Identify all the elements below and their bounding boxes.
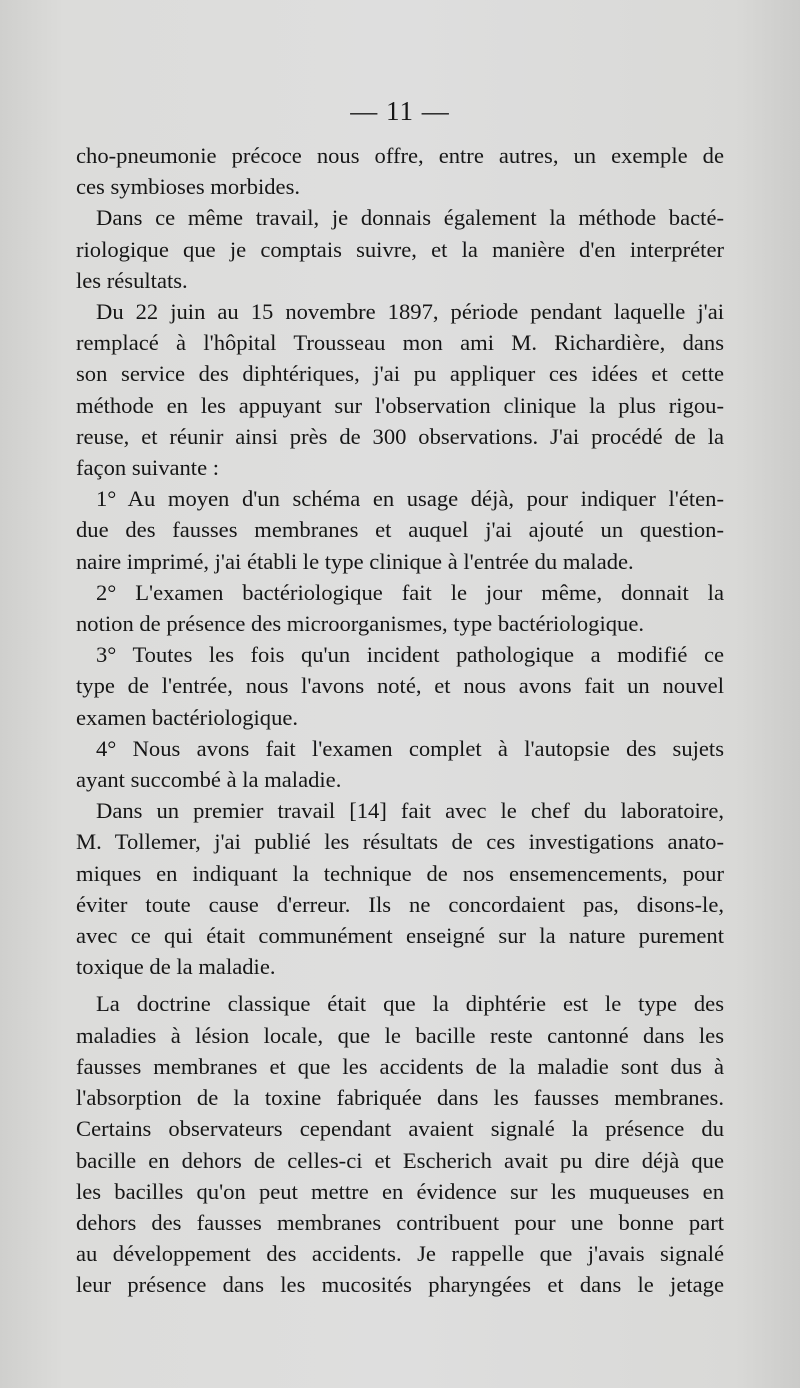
text-line: les résultats. [76, 267, 188, 293]
text-line: 3° Toutes les fois qu'un incident pathologique a modifié ce [96, 642, 724, 668]
text-line: méthode en les appuyant sur l'observation clinique la plus rigou- [76, 392, 724, 418]
text-line: reuse, et réunir ainsi près de 300 observations. J'ai procédé de la [76, 423, 724, 449]
paragraph [76, 988, 724, 1300]
paragraph [76, 795, 724, 982]
text-line: riologique que je comptais suivre, et la manière d'en interpréter [76, 236, 724, 262]
text-line: remplacé à l'hôpital Trousseau mon ami M. Richardière, dans [76, 330, 724, 356]
text-line: au développement des accidents. Je rappelle que j'avais signalé [76, 1241, 724, 1267]
text-line: cho-pneumonie précoce nous offre, entre autres, un exemple de [76, 143, 724, 168]
text-line: fausses membranes et que les accidents de la maladie sont dus à [76, 1053, 724, 1079]
paragraph [76, 140, 724, 202]
text-line: dehors des fausses membranes contribuent pour une bonne part [76, 1209, 724, 1235]
text-line: ces symbioses morbides. [76, 174, 301, 200]
paragraph [76, 577, 724, 639]
text-line: La doctrine classique était que la diphtérie est le type des [96, 991, 724, 1017]
paragraph [76, 733, 724, 795]
text-line: bacille en dehors de celles-ci et Escherich avait pu dire déjà que [76, 1147, 724, 1173]
text-line: naire imprimé, j'ai établi le type clinique à l'entrée du malade. [76, 548, 634, 574]
text-line: Certains observateurs cependant avaient signalé la présence du [76, 1116, 724, 1142]
page-body [76, 140, 724, 1301]
text-line: leur présence dans les mucosités pharyngées et dans le jetage [76, 1272, 724, 1298]
text-line: Du 22 juin au 15 novembre 1897, période pendant laquelle j'ai [96, 299, 724, 325]
text-line: Dans ce même travail, je donnais également la méthode bacté- [96, 205, 724, 231]
text-line: miques en indiquant la technique de nos ensemencements, pour [76, 860, 724, 886]
text-line: ayant succombé à la maladie. [76, 767, 342, 793]
text-line: Dans un premier travail [14] fait avec le chef du laboratoire, [96, 798, 724, 824]
text-line: 4° Nous avons fait l'examen complet à l'autopsie des sujets [96, 735, 724, 761]
text-line: M. Tollemer, j'ai publié les résultats de ces investigations anato- [76, 829, 724, 855]
paragraph [76, 202, 724, 296]
text-line: avec ce qui était communément enseigné sur la nature purement [76, 923, 724, 949]
text-line: type de l'entrée, nous l'avons noté, et nous avons fait un nouvel [76, 673, 724, 699]
text-line: 1° Au moyen d'un schéma en usage déjà, pour indiquer l'éten- [96, 486, 724, 512]
paragraph [76, 639, 724, 733]
paragraph [76, 296, 724, 483]
text-line: éviter toute cause d'erreur. Ils ne concordaient pas, disons-le, [76, 891, 724, 917]
paragraph [76, 483, 724, 577]
text-line: façon suivante : [76, 455, 220, 481]
text-line: son service des diphtériques, j'ai pu appliquer ces idées et cette [76, 361, 724, 387]
text-line: examen bactériologique. [76, 704, 299, 730]
text-line: maladies à lésion locale, que le bacille reste cantonné dans les [76, 1022, 724, 1048]
page-number: — 11 — [350, 96, 450, 126]
text-line: toxique de la maladie. [76, 954, 276, 980]
text-line: l'absorption de la toxine fabriquée dans les fausses membranes. [76, 1085, 724, 1111]
text-line: les bacilles qu'on peut mettre en évidence sur les muqueuses en [76, 1178, 724, 1204]
text-line: due des fausses membranes et auquel j'ai ajouté un question- [76, 517, 724, 543]
text-line: notion de présence des microorganismes, type bactériologique. [76, 611, 645, 637]
text-line: 2° L'examen bactériologique fait le jour même, donnait la [96, 579, 724, 605]
